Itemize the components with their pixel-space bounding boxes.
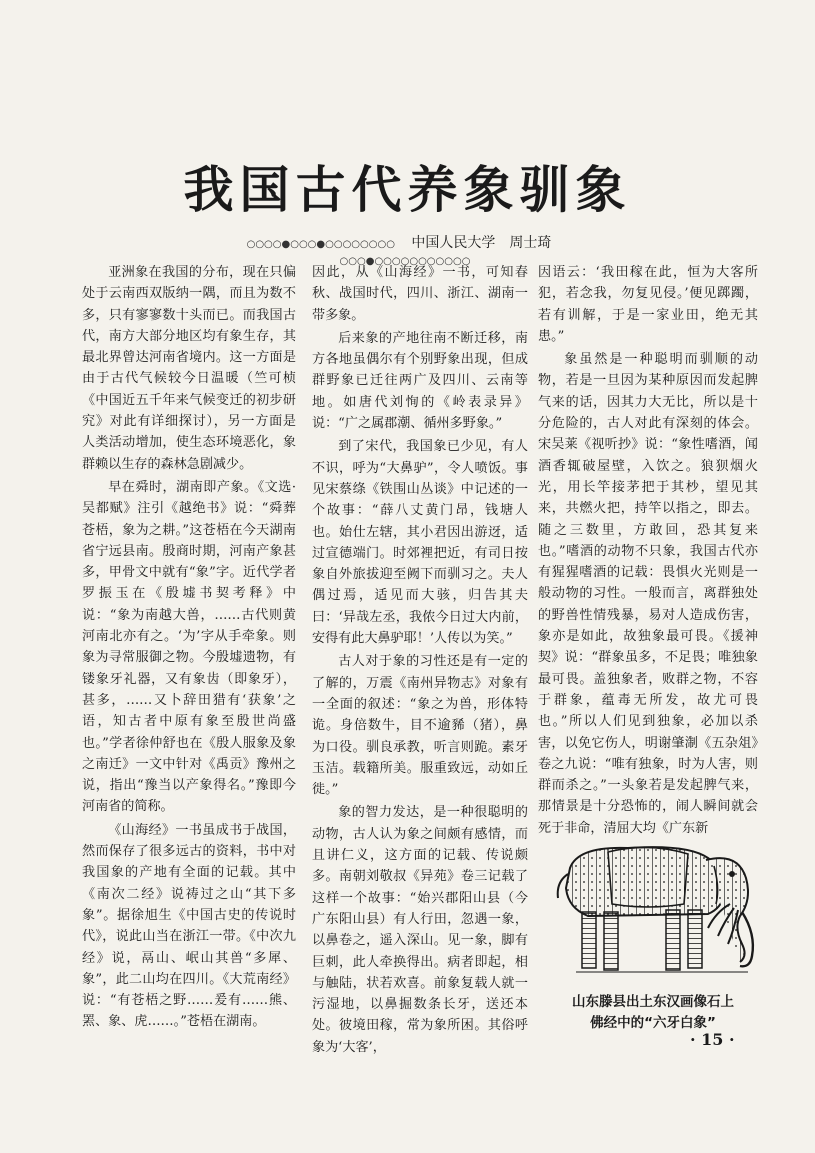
paragraph: 《山海经》一书虽成书于战国，然而保存了很多远古的资料，书中对我国象的产地有全面的记载。其中《南次二经》说祷过之山“其下多象”。据徐旭生《中国古史的传说时代》，说此山当在浙江一带。《中次九经》说，鬲山、岷山其兽“多犀、象”，此二山均在四川。《大荒南经》说：“有苍梧之野……爰有……熊、罴、象、虎……。”苍梧在湖南。 [82,822,296,1030]
paragraph: 因此，从《山海经》一书，可知春秋、战国时代，四川、浙江、湖南一带多象。 [312,265,528,323]
text-column-1 [82,262,296,1033]
elephant-illustration [548,838,768,988]
figure-caption-line: 山东滕县出土东汉画像石上 [572,994,734,1010]
text-column-2 [312,262,528,1058]
figure-caption [538,992,768,1034]
paragraph: 后来象的产地往南不断迁移，南方各地虽偶尔有个别野象出现，但成群野象已迁往两广及四川、云南等地。如唐代刘恂的《岭表录异》说：“广之属郡潮、循州多野象。” [312,330,528,432]
text-column-3 [538,262,758,839]
paragraph: 象的智力发达，是一种很聪明的动物，古人认为象之间颇有感情，而且讲仁义，这方面的记载、传说颇多。南朝刘敬叔《异苑》卷三记载了这样一个故事：“始兴郡阳山县（今广东阳山县）有人行田，忽遇一象，以鼻卷之，遥入深山。见一象，脚有巨刺，此人牵换得出。病者即起，相与触陆，状若欢喜。前象复载人就一污湿地，以鼻掘数条长牙，送还本处。彼境田稼，常为象所困。其俗呼象为‘大客’， [312,805,528,1055]
byline-author: 中国人民大学 周士琦 [411,235,552,251]
byline-ornament-right: ○○○●○○○○○○○○○○○ [339,256,471,267]
byline-ornament-left: ○○○○●○○○●○○○○○○○○ [246,239,395,250]
page-number: · 15 · [690,1030,735,1049]
six-tusk-elephant-icon [548,838,768,988]
paragraph: 因语云：‘我田稼在此，恒为大客所犯，若念我，勿复见侵。’便见踯躅，若有训解，于是一家业田，绝无其患。” [538,265,758,344]
paragraph: 古人对于象的习性还是有一定的了解的，万震《南州异物志》对象有一全面的叙述：“象之为兽，形体特诡。身倍数牛，目不逾豨（猪），鼻为口役。驯良承教，听言则跪。素牙玉洁。载籍所美。服重致远，动如丘徙。” [312,654,528,798]
paragraph: 到了宋代，我国象已少见，有人不识，呼为“大鼻驴”，令人喷饭。事见宋蔡绦《铁围山丛谈》中记述的一个故事：“薛八丈黄门昂，钱塘人也。始仕左辖，其小君因出游迓，适过宣德端门。时郊裡把近，有司日按象自外旅拔迎至阙下而驯习之。夫人偶过焉，适见而大骇，归告其夫曰：‘异哉左丞，我侬今日过大内前，安得有此大鼻驴耶！’人传以为笑。” [312,439,528,647]
paragraph: 象虽然是一种聪明而驯顺的动物，若是一旦因为某种原因而发起脾气来的话，因其力大无比，所以是十分危险的，古人对此有深刻的体会。宋吴莱《视听抄》说：“象性嗜酒，闻酒香辄破屋壁，入饮之。狼狈烟火光，用长竿接茅把于其杪，望见其来，共燃火把，持竿以指之，即去。随之三数里，方敢回，恐其复来也。”嗜酒的动物不只象，我国古代亦有猩猩嗜酒的记载：畏惧火光则是一般动物的习性。一般而言，离群独处的野兽性情残暴，易对人造成伤害，象亦是如此，故独象最可畏。《援神契》说：“群象虽多，不足畏；唯独象最可畏。盖独象者，败群之物，不容于群象，蕴毒无所发，故尤可畏也。”所以人们见到独象，必加以杀害，以免它伤人，明谢肇淛《五杂俎》卷之九说：“唯有独象，时为人害，则群而杀之。”一头象若是发起脾气来，那情景是十分恐怖的，闹人瞬间就会死于非命，清屈大均《广东新 [538,352,758,836]
article-title: 我国古代养象驯象 [183,160,632,219]
figure-caption-line: 佛经中的“六牙白象” [590,1015,716,1031]
paragraph: 早在舜时，湖南即产象。《文选·吴都赋》注引《越绝书》说：“舜葬苍梧，象为之耕。”这苍梧在今天湖南省宁远县南。殷商时期，河南产象甚多，甲骨文中就有“象”字。近代学者罗振玉在《殷墟书契考释》中说：“象为南越大兽，……古代则黄河南北亦有之。‘为’字从手牵象。则象为寻常服御之物。今殷墟遗物，有镂象牙礼器，又有象齿（即象牙），甚多，……又卜辞田猎有‘获象’之语，知古者中原有象至殷世尚盛也。”学者徐仲舒也在《殷人服象及象之南迁》一文中针对《禹贡》豫州之说，指出“豫当以产象得名。”豫即今河南省的简称。 [82,479,296,815]
paragraph: 亚洲象在我国的分布，现在只偏处于云南西双版纳一隅，而且为数不多，只有寥寥数十头而已。而我国古代，南方大部分地区均有象生存，其最北界曾达河南省境内。这一方面是由于古代气候较今日温暖（竺可桢《中国近五千年来气候变迁的初步研究》对此有详细探讨），另一方面是人类活动增加，使生态环境恶化，象群赖以生存的森林急剧减少。 [82,265,296,472]
